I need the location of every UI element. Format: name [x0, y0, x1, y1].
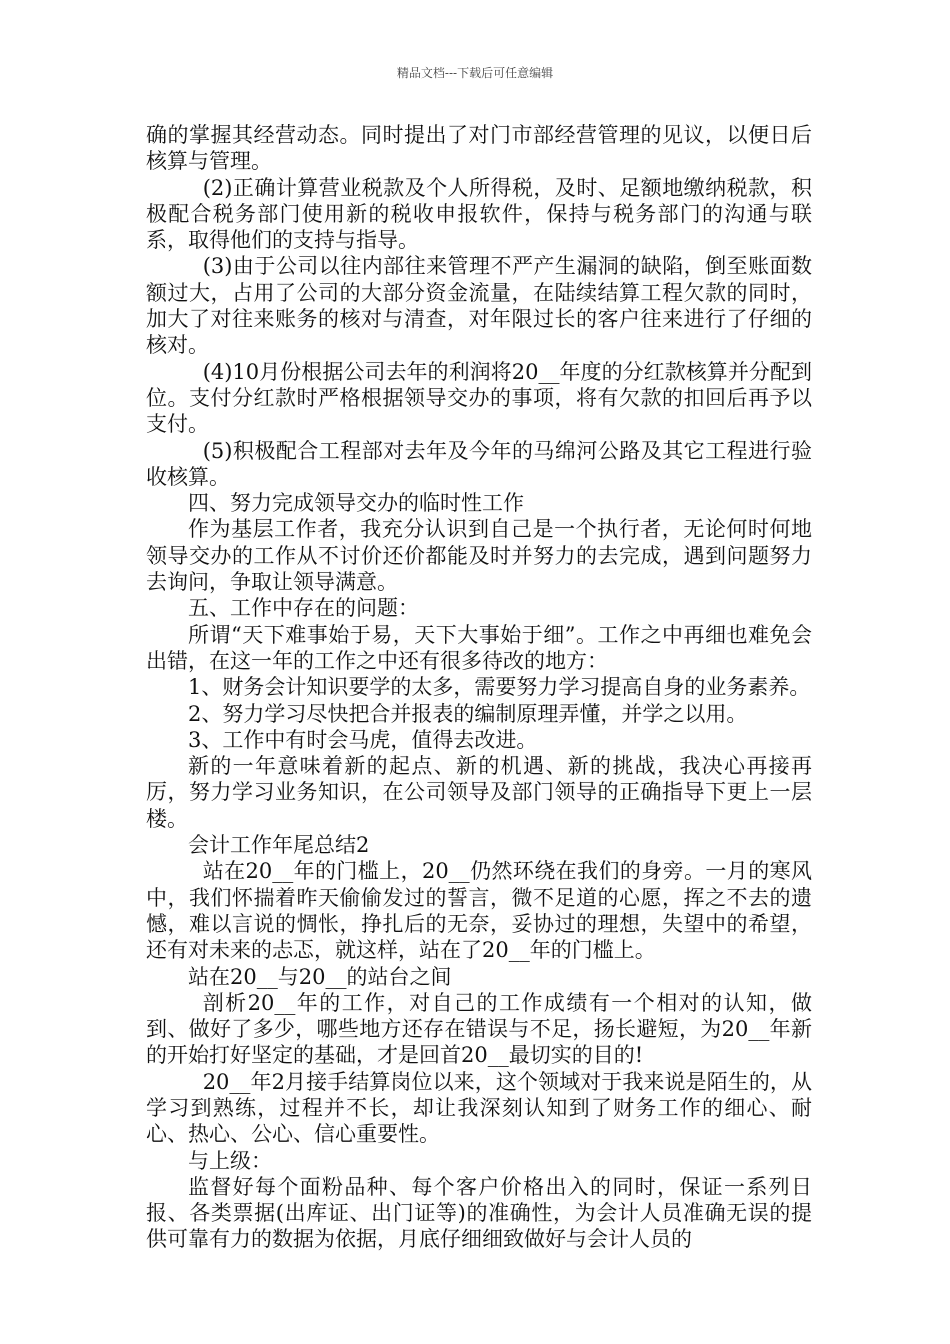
list-item: 1、财务会计知识要学的太多，需要努力学习提高自身的业务素养。	[188, 675, 811, 700]
list-item: 2、努力学习尽快把合并报表的编制原理弄懂，并学之以用。	[188, 701, 748, 726]
paragraph: (2)正确计算营业税款及个人所得税，及时、足额地缴纳税款，积极配合税务部门使用新的税收申报软件，保持与税务部门的沟通与联系，取得他们的支持与指导。	[146, 175, 812, 253]
paragraph: 监督好每个面粉品种、每个客户价格出入的同时，保证一系列日报、各类票据(出库证、出门证等)的准确性，为会计人员准确无误的提供可靠有力的数据为依据，月底仔细细致做好与会计人员的	[146, 1174, 812, 1252]
document-body	[146, 122, 812, 1253]
paragraph: (4)10月份根据公司去年的利润将20__年度的分红款核算并分配到位。支付分红款时严格根据领导交办的事项，将有欠款的扣回后再予以支付。	[146, 359, 812, 437]
paragraph: 确的掌握其经营动态。同时提出了对门市部经营管理的见议，以便日后核算与管理。	[146, 123, 812, 174]
paragraph: 20__年2月接手结算岗位以来，这个领域对于我来说是陌生的，从学习到熟练，过程并不长，却让我深刻认知到了财务工作的细心、耐心、热心、公心、信心重要性。	[146, 1069, 812, 1147]
paragraph: (5)积极配合工程部对去年及今年的马绵河公路及其它工程进行验收核算。	[146, 438, 812, 489]
page-header: 精品文档---下载后可任意编辑	[396, 66, 554, 80]
paragraph: 新的一年意味着新的起点、新的机遇、新的挑战，我决心再接再厉，努力学习业务知识，在公司领导及部门领导的正确指导下更上一层楼。	[146, 754, 812, 831]
section-heading: 与上级：	[188, 1148, 272, 1173]
paragraph: 站在20__年的门槛上，20__仍然环绕在我们的身旁。一月的寒风中，我们怀揣着昨天偷偷发过的誓言，微不足道的心愿，挥之不去的遗憾，难以言说的惆怅，挣扎后的无奈，妥协过的理想，失望中的希望，还有对未来的忐忑，就这样，站在了20__年的门槛上。	[146, 859, 812, 963]
section-heading: 会计工作年尾总结2	[188, 833, 370, 858]
paragraph: 作为基层工作者，我充分认识到自己是一个执行者，无论何时何地领导交办的工作从不讨价还价都能及时并努力的去完成，遇到问题努力去询问，争取让领导满意。	[146, 517, 812, 595]
paragraph: 所谓“天下难事始于易，天下大事始于细”。工作之中再细也难免会出错，在这一年的工作之中还有很多待改的地方：	[146, 622, 812, 673]
paragraph: 剖析20__年的工作，对自己的工作成绩有一个相对的认知，做到、做好了多少，哪些地方还存在错误与不足，扬长避短，为20__年新的开始打好坚定的基础，才是回首20__最切实的目的!	[146, 990, 812, 1068]
section-heading: 站在20__与20__的站台之间	[188, 964, 452, 989]
section-heading: 四、努力完成领导交办的临时性工作	[188, 491, 524, 516]
section-heading: 五、工作中存在的问题：	[188, 596, 419, 621]
list-item: 3、工作中有时会马虎，值得去改进。	[188, 727, 538, 752]
paragraph: (3)由于公司以往内部往来管理不严产生漏洞的缺陷，倒至账面数额过大，占用了公司的大部分资金流量，在陆续结算工程欠款的同时，加大了对往来账务的核对与清查，对年限过长的客户往来进行了仔细的核对。	[146, 254, 812, 358]
